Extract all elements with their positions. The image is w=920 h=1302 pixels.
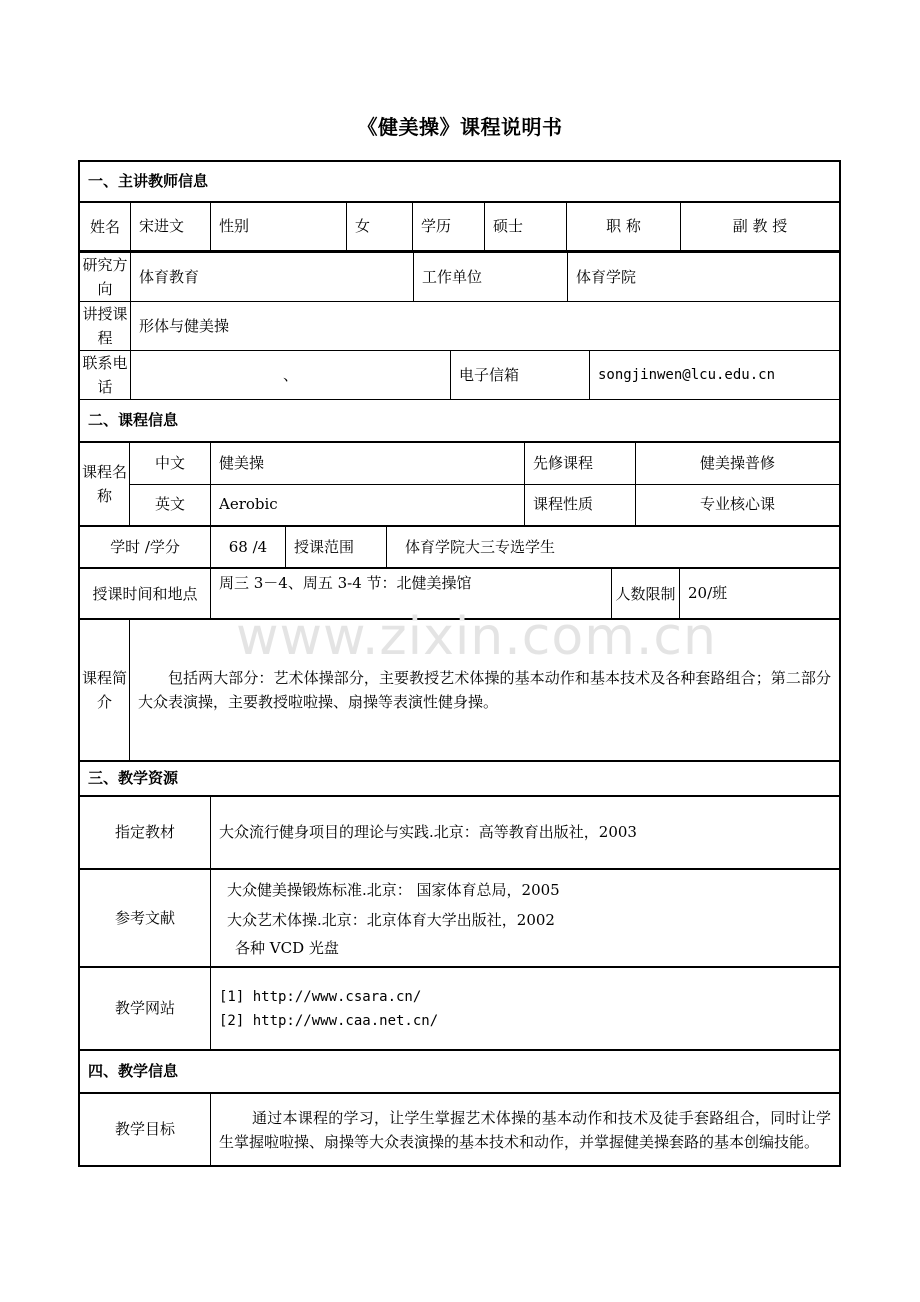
- limit-value: 20/班: [680, 569, 840, 619]
- goals-value: 通过本课程的学习，让学生掌握艺术体操的基本动作和技术及徒手套路组合，同时让学生掌握啦啦操、扇操等大众表演操的基本技术和动作，并掌握健美操套路的基本创编技能。: [211, 1094, 840, 1166]
- cn-value: 健美操: [211, 443, 525, 485]
- reference-item: 大众艺术体操.北京：北京体育大学出版社，2002: [227, 911, 555, 929]
- goals-label: 教学目标: [80, 1094, 211, 1166]
- scope-label: 授课范围: [286, 527, 387, 568]
- websites-label: 教学网站: [80, 968, 211, 1050]
- name-value: 宋进文: [131, 203, 211, 251]
- research-row: [78, 252, 841, 302]
- intro-value: 包括两大部分：艺术体操部分，主要教授艺术体操的基本动作和基本技术及各种套路组合；第二部分大众表演操，主要教授啦啦操、扇操等表演性健身操。: [130, 620, 840, 761]
- textbook-label: 指定教材: [80, 797, 211, 869]
- course-row: [78, 301, 841, 351]
- goals-row: [78, 1092, 841, 1167]
- course-name-label: 课程名称: [80, 443, 130, 526]
- course-label: 讲授课程: [80, 302, 131, 351]
- website-link[interactable]: [2] http://www.caa.net.cn/: [219, 1012, 439, 1029]
- section2-header: [78, 399, 841, 443]
- nature-label: 课程性质: [525, 484, 636, 526]
- cn-label: 中文: [130, 443, 211, 485]
- textbook-row: [78, 795, 841, 870]
- section-heading: 四、教学信息: [80, 1051, 840, 1093]
- title-value: 副 教 授: [681, 203, 840, 251]
- page-title: 《健美操》课程说明书: [357, 115, 563, 139]
- nature-value: 专业核心课: [636, 484, 840, 526]
- email-label: 电子信箱: [451, 351, 590, 400]
- reference-item: 大众健美操锻炼标准.北京： 国家体育总局，2005: [227, 881, 560, 899]
- course-name-block: [78, 442, 841, 527]
- en-value: Aerobic: [211, 484, 525, 526]
- phone-label: 联系电话: [80, 351, 131, 400]
- hours-value: 68 /4: [211, 527, 286, 568]
- reference-item: 各种 VCD 光盘: [235, 939, 339, 957]
- hours-label: 学时 /学分: [80, 527, 211, 568]
- education-label: 学历: [413, 203, 485, 251]
- scope-value: 体育学院大三专选学生: [387, 527, 840, 568]
- research-value: 体育教育: [131, 253, 414, 302]
- time-label: 授课时间和地点: [80, 569, 211, 619]
- research-label: 研究方向: [80, 253, 131, 302]
- section3-header: [78, 761, 841, 797]
- gender-label: 性别: [211, 203, 347, 251]
- textbook-value: 大众流行健身项目的理论与实践.北京：高等教育出版社，2003: [211, 797, 840, 869]
- section1-header: [78, 160, 841, 203]
- education-value: 硕士: [485, 203, 567, 251]
- intro-label: 课程简介: [80, 620, 130, 761]
- website-link[interactable]: [1] http://www.csara.cn/: [219, 988, 422, 1005]
- intro-row: [78, 619, 841, 762]
- websites-row: [78, 967, 841, 1051]
- hours-row: [78, 526, 841, 569]
- unit-label: 工作单位: [414, 253, 568, 302]
- title-label: 职 称: [567, 203, 681, 251]
- references-label: 参考文献: [80, 870, 211, 967]
- references-row: [78, 869, 841, 968]
- name-label: 姓名: [80, 203, 131, 251]
- unit-value: 体育学院: [568, 253, 840, 302]
- prereq-label: 先修课程: [525, 443, 636, 485]
- gender-value: 女: [347, 203, 413, 251]
- watermark: www.zixin.com.cn: [236, 607, 717, 667]
- en-label: 英文: [130, 484, 211, 526]
- section4-header: [78, 1050, 841, 1094]
- email-value: songjinwen@lcu.edu.cn: [590, 351, 840, 400]
- section-heading: 一、主讲教师信息: [80, 162, 840, 202]
- section-heading: 二、课程信息: [80, 400, 840, 442]
- phone-value: 、: [131, 351, 451, 400]
- prereq-value: 健美操普修: [636, 443, 840, 485]
- limit-label: 人数限制: [612, 569, 680, 619]
- section-heading: 三、教学资源: [80, 762, 840, 796]
- time-value: 周三 3－4、周五 3-4 节：北健美操馆: [211, 569, 612, 619]
- course-value: 形体与健美操: [131, 302, 840, 351]
- contact-row: [78, 350, 841, 400]
- time-row: [78, 568, 841, 620]
- teacher-name-row: [78, 202, 841, 252]
